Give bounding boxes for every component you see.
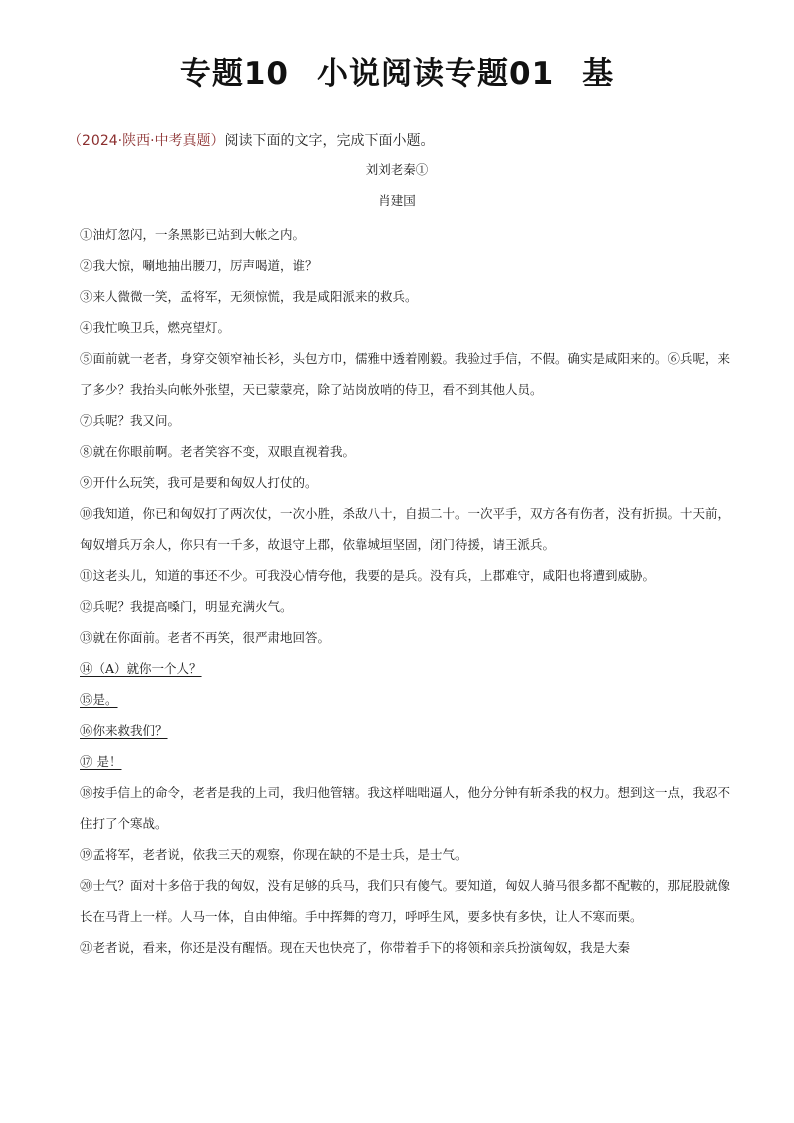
paragraph-8: ⑧就在你眼前啊。老者笑容不变，双眼直视着我。 [80,444,356,459]
paragraph-17-underlined: ⑰ 是！ [80,754,122,769]
exam-source-tag[interactable]: （2024·陕西·中考真题） [68,133,225,149]
paragraph-7: ⑦兵呢？我又问。 [80,413,181,428]
paragraph-19: ⑲孟将军，老者说，依我三天的观察，你现在缺的不是士兵，是士气。 [80,847,468,862]
article-title: 刘刘老秦① [365,162,429,177]
paragraph-2: ②我大惊，唰地抽出腰刀，厉声喝道，谁？ [80,258,318,273]
paragraph-3: ③来人微微一笑，孟将军，无须惊慌，我是咸阳派来的救兵。 [80,289,418,304]
title-subject: 小说阅读专题01 [317,56,555,92]
article-body [80,219,730,963]
page-title [0,48,794,93]
paragraph-18: ⑱按手信上的命令，老者是我的上司，我归他管辖。我这样咄咄逼人，他分分钟有斩杀我的权力。想到这一点，我忍不住打了个寒战。 [80,785,731,831]
paragraph-21: ㉑老者说，看来，你还是没有醒悟。现在天也快亮了，你带着手下的将领和亲兵扮演匈奴，我是大秦 [80,940,631,955]
paragraph-12: ⑫兵呢？我提高嗓门，明显充满火气。 [80,599,293,614]
paragraph-11: ⑪这老头儿，知道的事还不少。可我没心情夸他，我要的是兵。没有兵，上郡难守，咸阳也将遭到威胁。 [80,568,656,583]
paragraph-20: ⑳士气？面对十多倍于我的匈奴，没有足够的兵马，我们只有傻气。要知道，匈奴人骑马很多都不配鞍的，那屁股就像长在马背上一样。人马一体，自由伸缩。手中挥舞的弯刀，呼呼生风，要多快有多快，让人不寒而栗。 [80,878,731,924]
paragraph-15-underlined: ⑮是。 [80,692,118,707]
title-topic: 专题10 [179,56,289,92]
paragraph-14-underlined: ⑭（A）就你一个人？ [80,661,202,676]
paragraph-16-underlined: ⑯你来救我们？ [80,723,168,738]
paragraph-5: ⑤面前就一老者，身穿交领窄袖长衫，头包方巾，儒雅中透着刚毅。我验过手信，不假。确实是咸阳来的。⑥兵呢，来了多少？我抬头向帐外张望，天已蒙蒙亮，除了站岗放哨的侍卫，看不到其他人员。 [80,351,731,397]
question-instruction: 阅读下面的文字，完成下面小题。 [224,133,435,149]
title-level: 基 [582,56,615,92]
paragraph-1: ①油灯忽闪，一条黑影已站到大帐之内。 [80,227,306,242]
paragraph-13: ⑬就在你面前。老者不再笑，很严肃地回答。 [80,630,331,645]
paragraph-9: ⑨开什么玩笑，我可是要和匈奴人打仗的。 [80,475,318,490]
question-source-line [68,130,435,150]
paragraph-10: ⑩我知道，你已和匈奴打了两次仗，一次小胜，杀敌八十，自损二十。一次平手，双方各有伤者，没有折损。十天前，匈奴增兵万余人，你只有一千多，故退守上郡，依靠城垣坚固，闭门待援，请王派兵。 [80,506,731,552]
paragraph-4: ④我忙唤卫兵，燃亮望灯。 [80,320,231,335]
article-author: 肖建国 [378,193,416,208]
